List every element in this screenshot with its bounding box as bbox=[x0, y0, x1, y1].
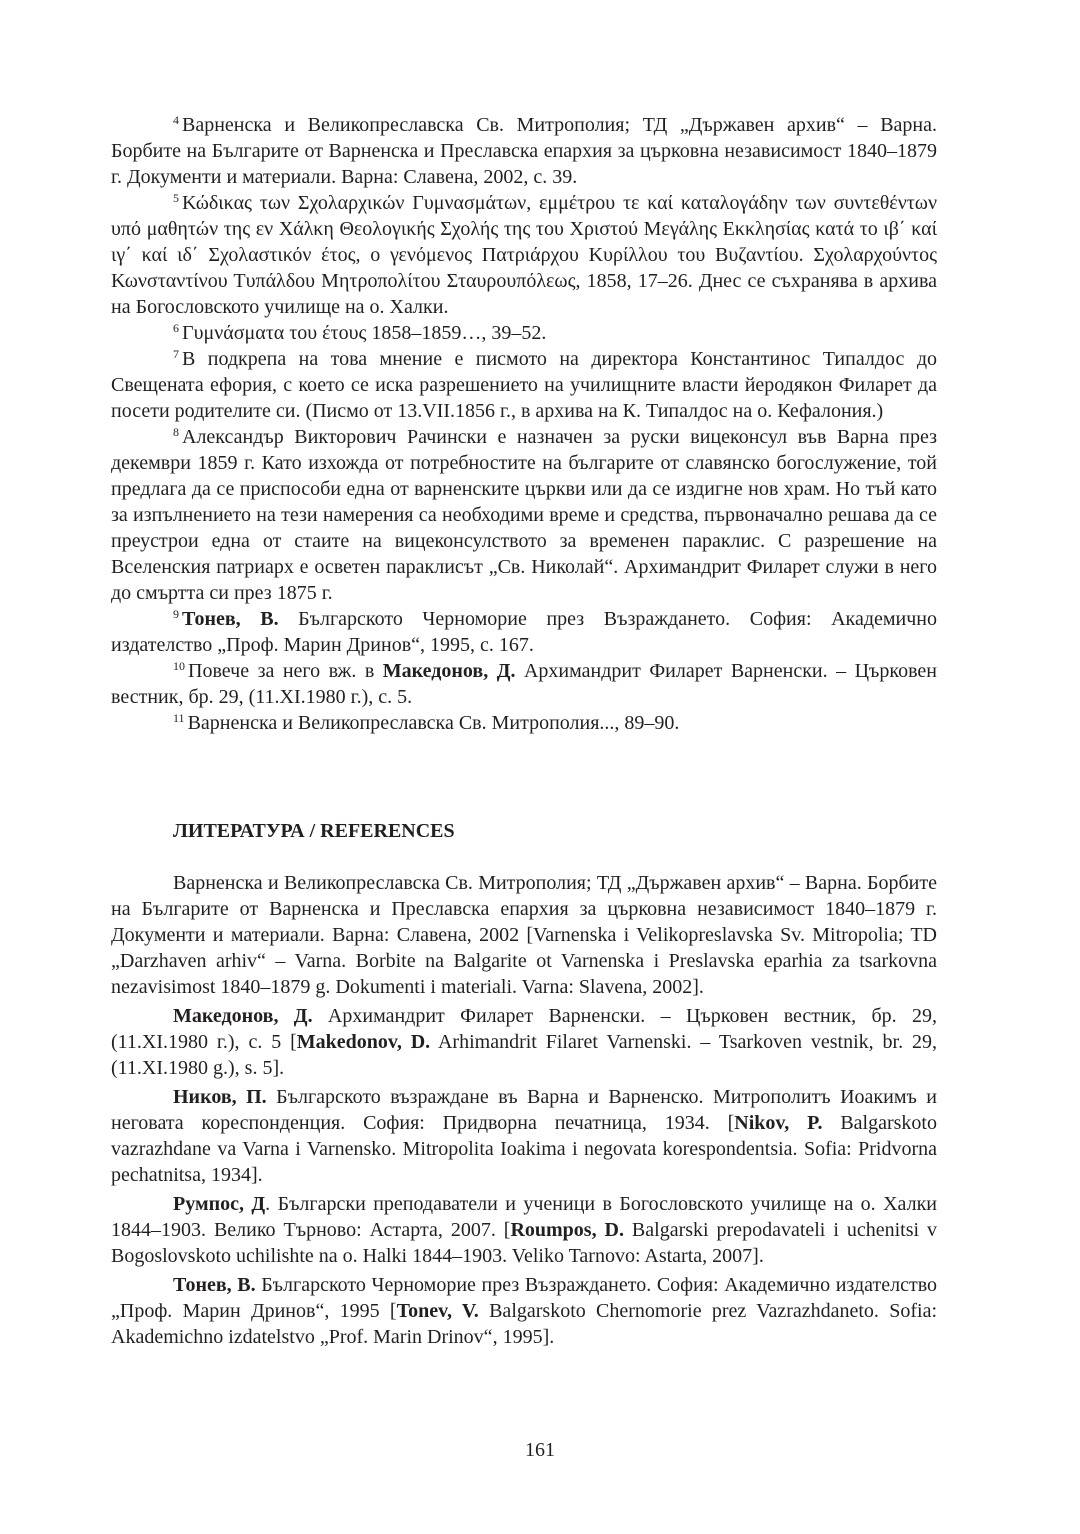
footnote-7 bbox=[111, 346, 937, 424]
page-number: 161 bbox=[525, 1439, 555, 1461]
footnote-text: В подкрепа на това мнение е писмото на директора Константинос Типалдос до Свещената ефория, с което се иска разрешението на училищните власти йеродякон Филарет да посети родителите си. (Писмо от 13.VII.1856 г., в архива на К. Типалдос на о. Кефалония.) bbox=[111, 348, 937, 422]
footnotes-section bbox=[111, 112, 937, 736]
footnote-number: 7 bbox=[173, 347, 179, 361]
footnote-4 bbox=[111, 112, 937, 190]
reference-text-latin: Arhimandrit Filaret Varnenski. – Tsarkoven vestnik, br. 29, (11.XI.1980 g.), s. 5]. bbox=[111, 1031, 937, 1079]
reference-item bbox=[111, 1084, 937, 1188]
footnote-10 bbox=[111, 658, 937, 710]
references-heading: ЛИТЕРАТУРА / REFERENCES bbox=[173, 820, 455, 842]
footnote-text: Γυμνάσματα του έτους 1858–1859…, 39–52. bbox=[182, 322, 547, 344]
reference-author: Тонев, В. bbox=[173, 1274, 256, 1296]
reference-text-latin: Balgarskoto vazrazhdane va Varna i Varnensko. Mitropolita Ioakima i negovata korespondentsia. Sofia: Pridvorna pechatnitsa, 1934]. bbox=[111, 1112, 937, 1186]
footnote-number: 10 bbox=[173, 659, 185, 673]
footnote-number: 5 bbox=[173, 191, 179, 205]
reference-author-latin: Makedonov, D. bbox=[296, 1031, 431, 1053]
reference-text: Българското Черноморие през Възраждането. София: Академично издателство „Проф. Марин Дринов“, 1995 [ bbox=[111, 1274, 938, 1322]
footnote-number: 11 bbox=[173, 711, 185, 725]
footnote-number: 8 bbox=[173, 425, 179, 439]
reference-author-latin: Roumpos, D. bbox=[510, 1219, 624, 1241]
reference-text: Варненска и Великопреславска Св. Митрополия; ТД „Държавен архив“ – Варна. Борбите на Българите от Варненска и Преславска епархия за църковна независимост 1840–1879 г. Документи и материали. Варна: Славена, 2002 [Varnenska i Velikopreslavska Sv. Mitropolia; TD „Darzhaven arhiv“ – Varna. Borbite na Balgarite ot Varnenska i Preslavska eparhia za tsarkovna nezavisimost 1840–1879 g. Dokumenti i materiali. Varna: Slavena, 2002]. bbox=[111, 872, 937, 998]
footnote-9 bbox=[111, 606, 937, 658]
reference-text-latin: Balgarskoto Chernomorie prez Vazrazhdaneto. Sofia: Akademichno izdatelstvo „Prof. Marin Drinov“, 1995]. bbox=[111, 1300, 938, 1348]
reference-item bbox=[111, 1003, 937, 1081]
reference-item bbox=[111, 1272, 937, 1350]
footnote-text: Κώδικας των Σχολαρχικών Γυμνασμάτων, εμμέτρου τε καί καταλογάδην των συντεθέντων υπό μαθητών της εν Χάλκη Θεολογικής Σχολής της του Χριστού Μεγάλης Εκκλησίας κατά το ιβ΄ καί ιγ΄ καί ιδ΄ Σχολαστικόν έτος, ο γενόμενος Πατριάρχου Κυρίλλου του Βυζαντίου. Σχολαρχούντος Κωνσταντίνου Τυπάλδου Μητροπολίτου Σταυρουπόλεως, 1858, 17–26. Днес се съхранява в архива на Богословското училище на о. Халки. bbox=[111, 192, 937, 318]
reference-author: Македонов, Д. bbox=[173, 1005, 313, 1027]
reference-text: . Български преподаватели и ученици в Богословското училище на о. Халки 1844–1903. Велико Търново: Астарта, 2007. [ bbox=[111, 1193, 937, 1241]
footnote-author: Тонев, В. bbox=[182, 608, 279, 630]
footnote-5 bbox=[111, 190, 937, 320]
reference-text: Българското възраждане въ Варна и Варненско. Митрополитъ Иоакимъ и неговата кореспонденция. София: Придворна печатница, 1934. [ bbox=[111, 1086, 937, 1134]
footnote-number: 6 bbox=[173, 321, 179, 335]
reference-author-latin: Nikov, P. bbox=[734, 1112, 823, 1134]
footnote-text: Варненска и Великопреславска Св. Митрополия; ТД „Държавен архив“ – Варна. Борбите на Българите от Варненска и Преславска епархия за църковна независимост 1840–1879 г. Документи и материали. Варна: Славена, 2002, с. 39. bbox=[111, 114, 937, 188]
reference-author: Ников, П. bbox=[173, 1086, 267, 1108]
footnote-8 bbox=[111, 424, 937, 606]
reference-text: Архимандрит Филарет Варненски. – Църковен вестник, бр. 29, (11.XI.1980 г.), с. 5 [ bbox=[111, 1005, 938, 1053]
reference-item bbox=[111, 870, 937, 1000]
footnote-text: Българското Черноморие през Възраждането. София: Академично издателство „Проф. Марин Дринов“, 1995, с. 167. bbox=[111, 608, 938, 656]
reference-item bbox=[111, 1191, 937, 1269]
footnote-6 bbox=[111, 320, 937, 346]
reference-text-latin: Balgarski prepodavateli i uchenitsi v Bogoslovskoto uchilishte na o. Halki 1844–1903. Veliko Tarnovo: Astarta, 2007]. bbox=[111, 1219, 937, 1267]
footnote-11 bbox=[111, 710, 937, 736]
references-section bbox=[111, 870, 937, 1353]
footnote-number: 4 bbox=[173, 113, 179, 127]
footnote-number: 9 bbox=[173, 607, 179, 621]
reference-author: Румпос, Д bbox=[173, 1193, 266, 1215]
footnote-text: Варненска и Великопреславска Св. Митрополия..., 89–90. bbox=[187, 712, 680, 734]
reference-author-latin: Tonev, V. bbox=[396, 1300, 479, 1322]
footnote-text: Архимандрит Филарет Варненски. – Църковен вестник, бр. 29, (11.XI.1980 г.), с. 5. bbox=[111, 660, 937, 708]
footnote-text: Александър Викторович Рачински е назначен за руски вицеконсул във Варна през декември 1859 г. Като изхожда от потребностите на българите от славянско богослужение, той предлага да се приспособи една от варненските църкви или да се издигне нов храм. Но тъй като за изпълнението на тези намерения са необходими време и средства, първоначално решава да се преустрои една от стаите на вицеконсулството за временен параклис. С разрешение на Вселенския патриарх е осветен параклисът „Св. Николай“. Архимандрит Филарет служи в него до смъртта си през 1875 г. bbox=[111, 426, 937, 604]
footnote-author: Македонов, Д. bbox=[382, 660, 516, 682]
footnote-prefix: Повече за него вж. в bbox=[188, 660, 383, 682]
